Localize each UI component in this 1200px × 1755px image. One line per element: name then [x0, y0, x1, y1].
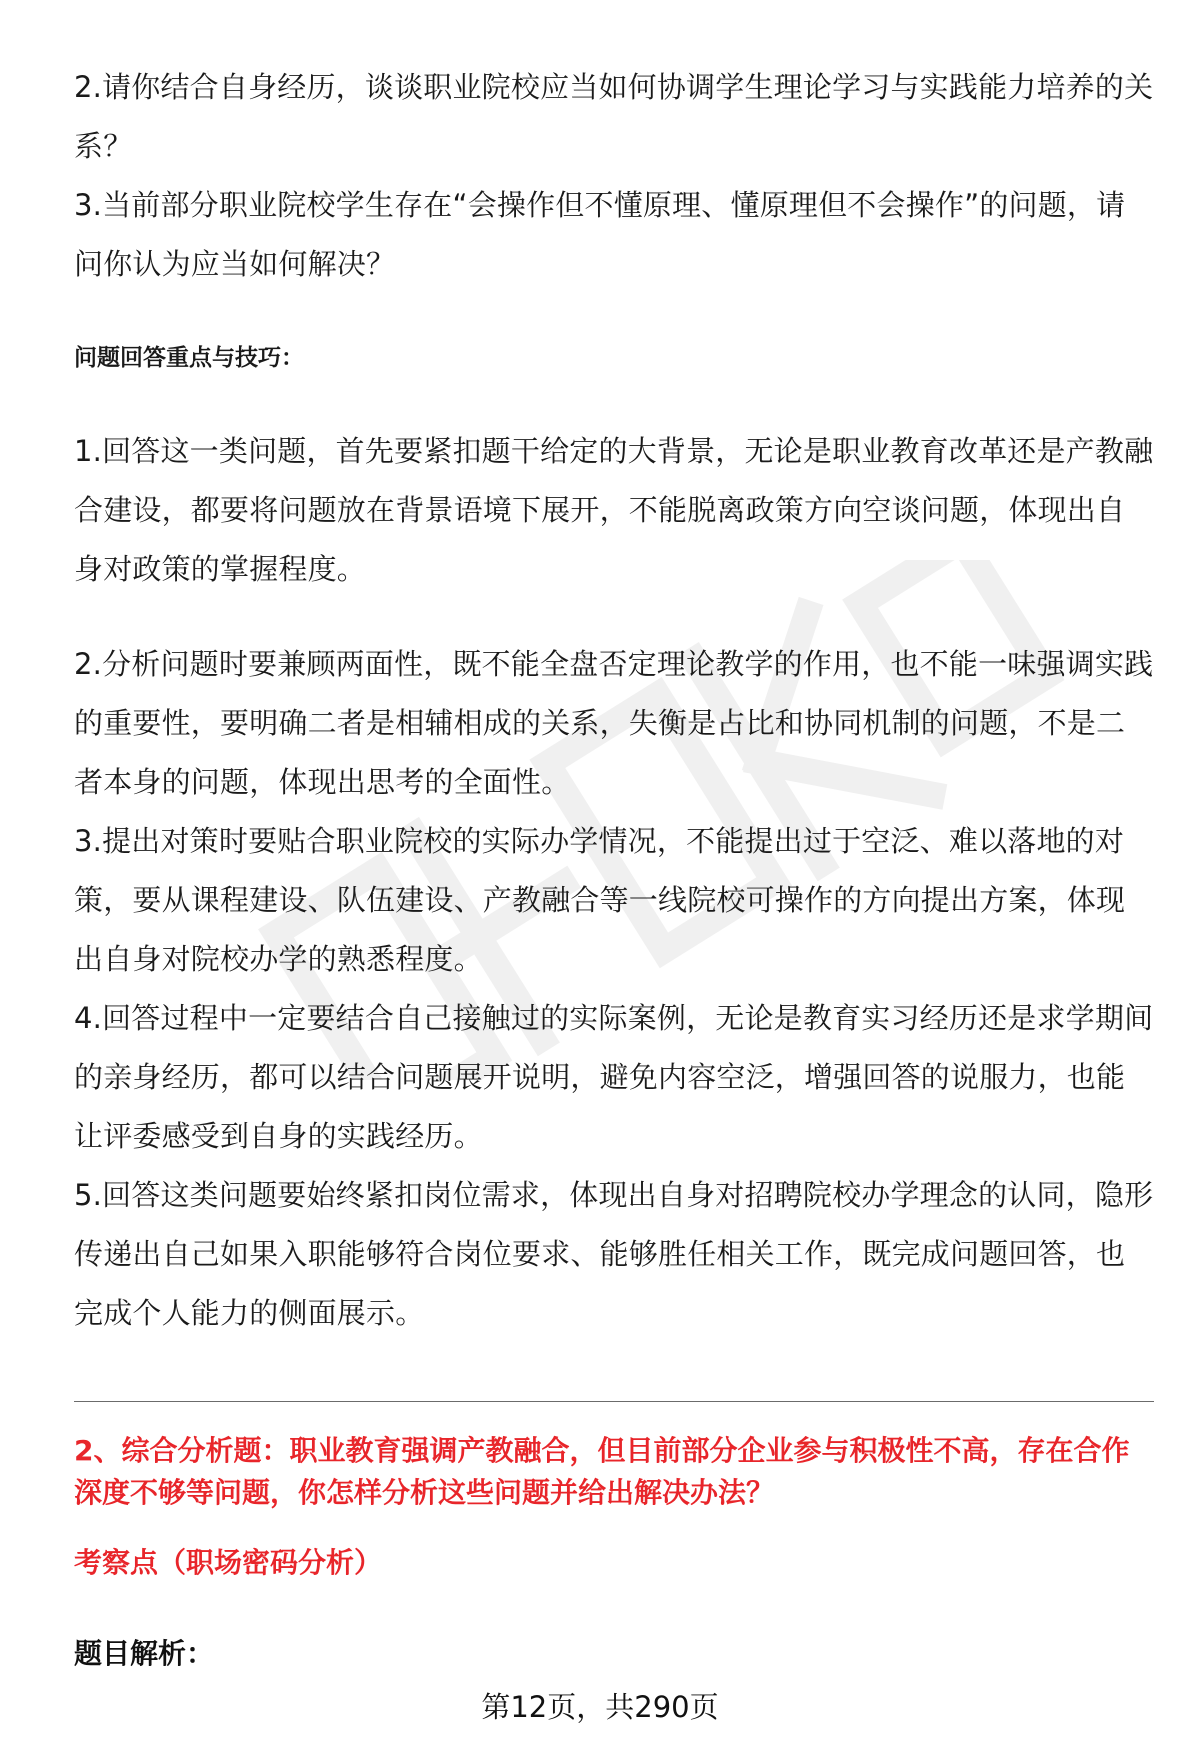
tip-4: 4.回答过程中一定要结合自己接触过的实际案例，无论是教育实习经历还是求学期间的亲身经历，都可以结合问题展开说明，避免内容空泛，增强回答的说服力，也能让评委感受到自身的实践经历。 — [74, 1001, 1154, 1153]
analysis-heading: 题目解析： — [74, 1637, 215, 1670]
tip-5: 5.回答这类问题要始终紧扣岗位需求，体现出自身对招聘院校办学理念的认同，隐形传递出自己如果入职能够符合岗位要求、能够胜任相关工作，既完成问题回答，也完成个人能力的侧面展示。 — [74, 1178, 1154, 1330]
main-content — [74, 58, 1154, 1343]
question-3: 3.当前部分职业院校学生存在“会操作但不懂原理、懂原理但不会操作”的问题，请问你认为应当如何解决？ — [74, 188, 1126, 281]
tip-3: 3.提出对策时要贴合职业院校的实际办学情况，不能提出过于空泛、难以落地的对策，要从课程建设、队伍建设、产教融合等一线院校可操作的方向提出方案，体现出自身对院校办学的熟悉程度。 — [74, 824, 1126, 976]
section-2-title: 2、综合分析题：职业教育强调产教融合，但目前部分企业参与积极性不高，存在合作深度不够等问题，你怎样分析这些问题并给出解决办法？ — [74, 1434, 1130, 1509]
tip-2: 2.分析问题时要兼顾两面性，既不能全盘否定理论教学的作用，也不能一味强调实践的重要性，要明确二者是相辅相成的关系，失衡是占比和协同机制的问题，不是二者本身的问题，体现出思考的全面性。 — [74, 647, 1154, 799]
tip-1: 1.回答这一类问题，首先要紧扣题干给定的大背景，无论是职业教育改革还是产教融合建设，都要将问题放在背景语境下展开，不能脱离政策方向空谈问题，体现出自身对政策的掌握程度。 — [74, 434, 1154, 586]
section-divider — [74, 1401, 1154, 1402]
page-indicator: 第12页，共290页 — [481, 1690, 719, 1724]
exam-point-heading: 考察点（职场密码分析） — [74, 1546, 383, 1579]
tips-heading: 问题回答重点与技巧： — [74, 345, 304, 371]
question-2: 2.请你结合自身经历，谈谈职业院校应当如何协调学生理论学习与实践能力培养的关系？ — [74, 70, 1154, 163]
